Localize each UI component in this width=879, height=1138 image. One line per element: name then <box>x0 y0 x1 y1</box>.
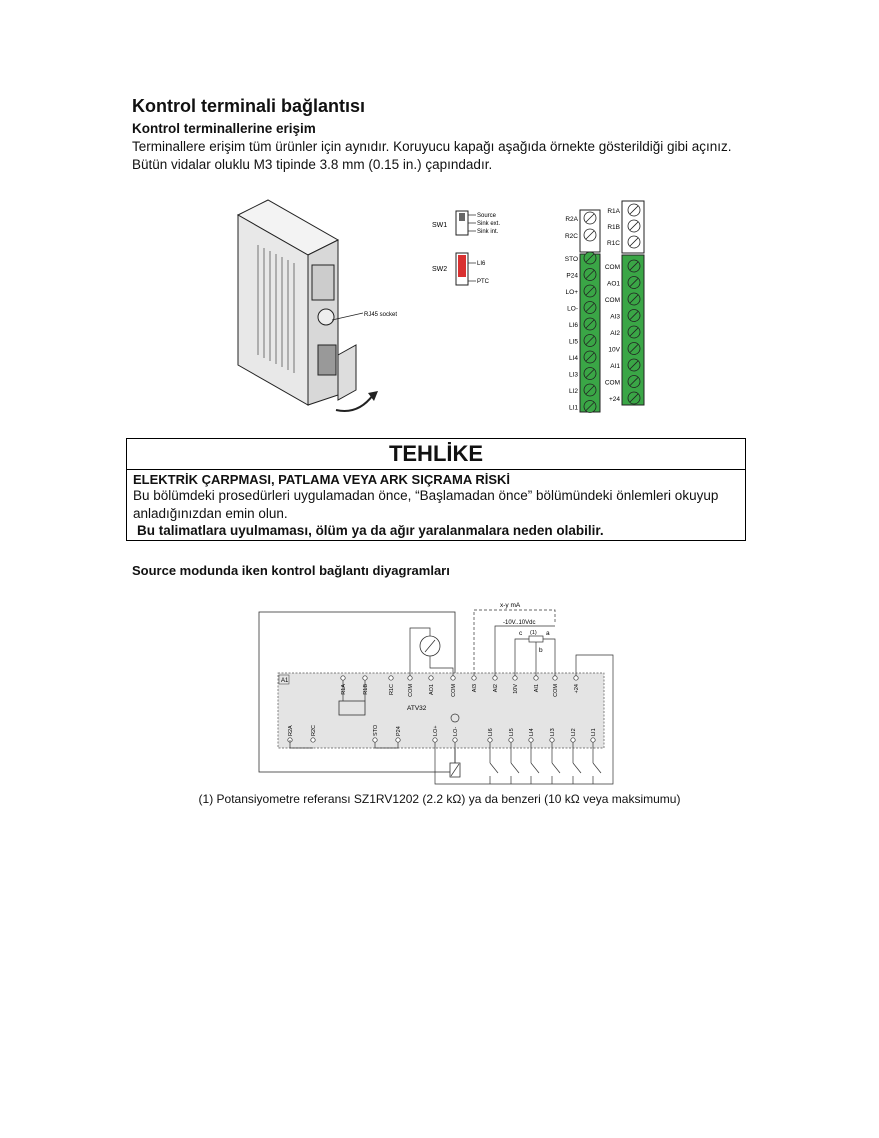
terminal-point <box>341 676 345 680</box>
switch-contact <box>573 763 581 773</box>
terminal-point <box>493 676 497 680</box>
switch-contact <box>511 763 519 773</box>
danger-title: TEHLİKE <box>127 439 745 470</box>
bottom-terminal-label: LI2 <box>571 728 577 736</box>
sw2-label: SW2 <box>432 266 448 273</box>
diagram-heading: Source modunda iken kontrol bağlantı diyagramları <box>132 563 450 578</box>
terminal-label: AI3 <box>610 313 620 321</box>
terminal-label: COM <box>604 264 620 271</box>
terminal-point <box>408 676 412 680</box>
bottom-terminal-label: R2A <box>288 725 294 736</box>
terminal-label: LI3 <box>568 371 578 379</box>
top-terminal-label: COM <box>451 684 457 697</box>
terminal-point <box>488 738 492 742</box>
terminal-label: R1A <box>607 208 620 215</box>
section-title: Kontrol terminali bağlantısı <box>132 96 366 116</box>
terminal-point <box>363 676 367 680</box>
rj45-label: RJ45 socket <box>364 312 398 318</box>
sw1-option-sink-ext: Sink ext. <box>477 221 501 227</box>
intro-paragraph: Terminallere erişim tüm ürünler için aynıdır. Koruyucu kapağı aşağıda örnekte gösterildiği gibi açınız. <box>132 139 732 154</box>
drive-illustration <box>228 195 418 420</box>
top-terminal-label: COM <box>408 684 414 697</box>
sw1-label: SW1 <box>432 222 448 229</box>
bottom-terminal-label: LI6 <box>488 728 494 736</box>
sw1-option-sink-int: Sink int. <box>477 229 499 235</box>
voltage-label: -10V..10Vdc <box>503 620 536 626</box>
terminal-point <box>453 738 457 742</box>
terminal-label: LI5 <box>568 338 578 346</box>
danger-risk: ELEKTRİK ÇARPMASI, PATLAMA VEYA ARK SIÇRAMA RİSKİ <box>133 472 511 487</box>
danger-consequence: Bu talimatlara uyulmaması, ölüm ya da ağır yaralanmalara neden olabilir. <box>137 523 604 538</box>
bottom-terminal-label: LI3 <box>550 728 556 736</box>
terminal-point <box>311 738 315 742</box>
bottom-terminal-label: R2C <box>311 724 317 736</box>
top-terminal-label: +24 <box>574 684 580 694</box>
top-terminal-label: AI1 <box>534 684 540 693</box>
terminal-point <box>513 676 517 680</box>
pot-label-c: c <box>519 630 523 637</box>
xy-label: x-y mA <box>500 602 521 609</box>
switch-contact <box>531 763 539 773</box>
terminal-label: LI4 <box>568 355 578 362</box>
sw2-option-li6: LI6 <box>477 261 486 267</box>
terminal-label: AI2 <box>610 330 620 337</box>
switch-illustration <box>430 205 510 295</box>
terminal-label: R2C <box>564 233 578 240</box>
pot-label-a: a <box>546 630 550 637</box>
terminal-label: COM <box>604 379 620 387</box>
top-terminal-label: R1A <box>341 684 347 695</box>
sw2-option-ptc: PTC <box>477 279 489 285</box>
a1-label: A1 <box>281 678 289 684</box>
terminal-label: LO+ <box>565 289 578 296</box>
top-terminal-label: AI2 <box>493 684 499 693</box>
terminal-point <box>433 738 437 742</box>
terminal-label: R1C <box>606 240 620 247</box>
terminal-label: R2A <box>565 216 578 223</box>
terminal-label: STO <box>564 256 578 263</box>
bottom-terminal-label: LO- <box>453 726 459 736</box>
terminal-label: 10V <box>608 346 620 354</box>
terminal-point <box>550 738 554 742</box>
terminal-point <box>429 676 433 680</box>
terminal-point <box>509 738 513 742</box>
terminal-point <box>529 738 533 742</box>
danger-box <box>126 438 746 541</box>
terminal-point <box>472 676 476 680</box>
terminal-label: P24 <box>566 272 578 280</box>
screw-paragraph: Bütün vidalar oluklu M3 tipinde 3.8 mm (0.15 in.) çapındadır. <box>132 157 493 172</box>
switch-contact <box>490 763 498 773</box>
top-terminal-label: 10V <box>513 684 519 694</box>
pot-label-ref: (1) <box>530 630 537 636</box>
bottom-terminal-label: STO <box>373 724 379 736</box>
terminal-point <box>451 676 455 680</box>
switch-contact <box>593 763 601 773</box>
top-terminal-label: R1C <box>389 684 395 696</box>
top-terminal-label: COM <box>553 684 559 697</box>
terminal-label: LI1 <box>568 404 578 412</box>
terminal-label: AI1 <box>610 363 620 370</box>
terminal-point <box>591 738 595 742</box>
bottom-terminal-label: LI4 <box>529 728 535 736</box>
bottom-terminal-label: P24 <box>396 726 402 736</box>
top-terminal-label: AI3 <box>472 684 478 693</box>
terminal-label: LI2 <box>568 388 578 395</box>
diagram-caption: (1) Potansiyometre referansı SZ1RV1202 (2.2 kΩ) ya da benzeri (10 kΩ veya maksimumu) <box>198 792 681 806</box>
device-label: ATV32 <box>407 705 427 712</box>
wiring-diagram <box>255 598 620 788</box>
bottom-terminal-label: LO+ <box>433 725 439 736</box>
terminal-label: AO1 <box>606 280 620 288</box>
terminal-label: R1B <box>607 224 620 231</box>
terminal-point <box>571 738 575 742</box>
top-terminal-label: R1B <box>363 684 369 695</box>
terminal-label: COM <box>604 297 620 304</box>
terminal-point <box>553 676 557 680</box>
bottom-terminal-label: LI1 <box>591 728 597 736</box>
pot-label-b: b <box>539 647 543 654</box>
switch-contact <box>552 763 560 773</box>
terminal-label: LI6 <box>568 322 578 329</box>
terminal-point <box>574 676 578 680</box>
section-subtitle: Kontrol terminallerine erişim <box>132 121 316 136</box>
terminal-block <box>550 200 660 415</box>
terminal-point <box>373 738 377 742</box>
bottom-terminal-label: LI5 <box>509 728 515 736</box>
terminal-point <box>389 676 393 680</box>
terminal-label: LO- <box>567 305 578 313</box>
terminal-point <box>534 676 538 680</box>
top-terminal-label: AO1 <box>429 684 435 696</box>
danger-instructions: Bu bölümdeki prosedürleri uygulamadan önce, “Başlamadan önce” bölümündeki önlemleri okuyup anladığınızdan emin olun. <box>133 488 719 521</box>
terminal-label: +24 <box>608 396 620 403</box>
sw1-option-source: Source <box>477 213 497 219</box>
terminal-point <box>396 738 400 742</box>
